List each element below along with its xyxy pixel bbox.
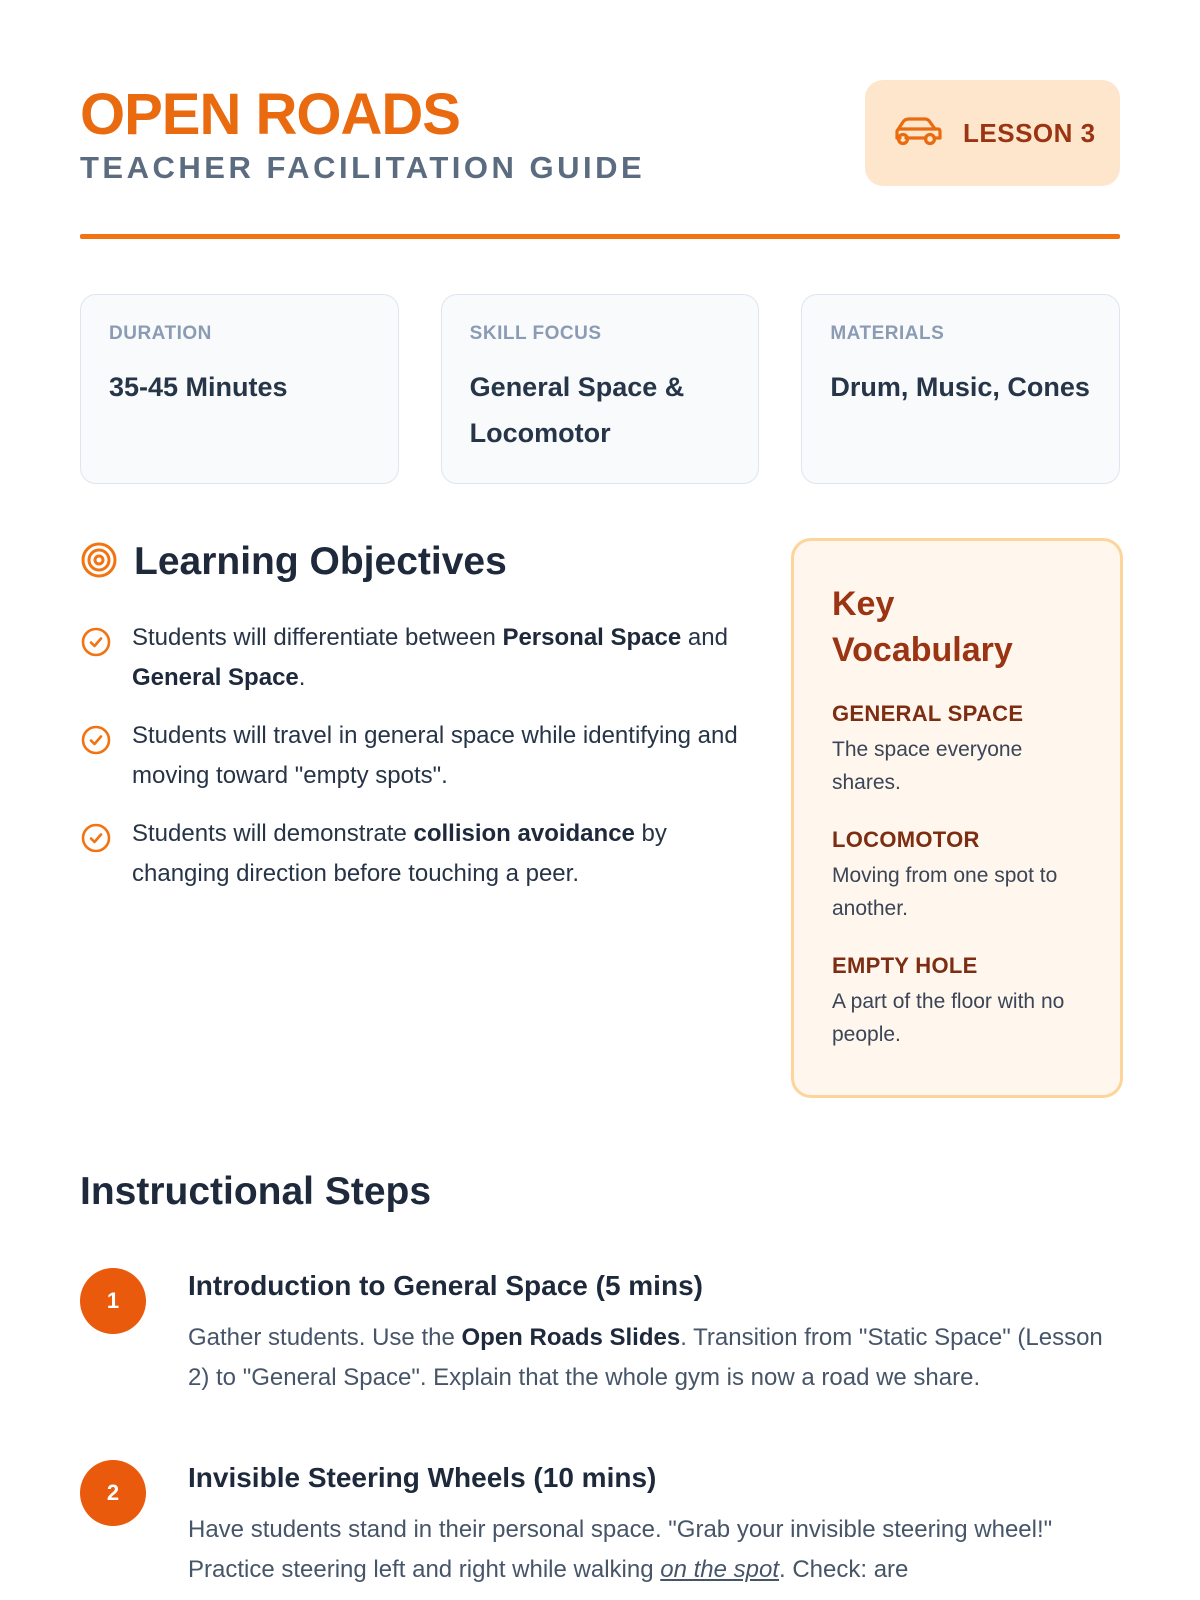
meta-value: Drum, Music, Cones bbox=[830, 372, 1090, 402]
meta-card-materials bbox=[801, 294, 1120, 484]
check-circle-icon bbox=[80, 618, 112, 662]
lesson-badge bbox=[865, 80, 1120, 186]
objective-text: Students will travel in general space while identifying and moving toward "empty spots". bbox=[132, 722, 738, 789]
header bbox=[80, 80, 1120, 240]
step-body: Gather students. Use the Open Roads Slides. Transition from "Static Space" (Lesson 2) to "General Space". Explain that the whole gym is now a road we share. bbox=[188, 1324, 1103, 1391]
vocabulary-term: GENERAL SPACE bbox=[832, 701, 1024, 726]
meta-label: SKILL FOCUS bbox=[469, 323, 602, 344]
vocabulary-term: EMPTY HOLE bbox=[832, 953, 978, 978]
meta-label: DURATION bbox=[109, 323, 212, 344]
step-title: Introduction to General Space (5 mins) bbox=[188, 1270, 703, 1301]
objectives-heading bbox=[80, 540, 740, 584]
check-circle-icon bbox=[80, 716, 112, 760]
key-vocabulary-card bbox=[791, 538, 1123, 1098]
meta-card-duration bbox=[80, 294, 399, 484]
instructional-steps bbox=[80, 1170, 1120, 1590]
check-circle-icon bbox=[80, 814, 112, 858]
lesson-label: LESSON 3 bbox=[963, 117, 1096, 148]
vocabulary-term: LOCOMOTOR bbox=[832, 827, 980, 852]
step-item bbox=[80, 1268, 1120, 1398]
objective-text: Students will demonstrate collision avoidance by changing direction before touching a peer. bbox=[132, 820, 667, 887]
learning-objectives bbox=[80, 540, 740, 912]
meta-value: 35-45 Minutes bbox=[109, 372, 288, 402]
vocabulary-definition: A part of the floor with no people. bbox=[832, 990, 1065, 1046]
objective-item bbox=[80, 716, 740, 796]
vocabulary-title: Key Vocabulary bbox=[832, 585, 1013, 669]
step-number-badge: 1 bbox=[80, 1268, 146, 1334]
objectives-title: Learning Objectives bbox=[134, 540, 507, 583]
target-icon bbox=[80, 541, 118, 583]
vocabulary-definition: The space everyone shares. bbox=[832, 738, 1023, 794]
meta-label: MATERIALS bbox=[830, 323, 945, 344]
page-title: OPEN ROADS bbox=[80, 82, 460, 147]
step-body: Have students stand in their personal space. "Grab your invisible steering wheel!" Practice steering left and right while walking on the spot. Check: are bbox=[188, 1516, 1053, 1583]
lesson-meta bbox=[80, 294, 1120, 484]
step-item bbox=[80, 1460, 1120, 1590]
objective-text: Students will differentiate between Personal Space and General Space. bbox=[132, 624, 728, 691]
objective-item bbox=[80, 814, 740, 894]
car-icon bbox=[893, 114, 943, 152]
step-title: Invisible Steering Wheels (10 mins) bbox=[188, 1462, 657, 1493]
step-number-badge: 2 bbox=[80, 1460, 146, 1526]
objective-item bbox=[80, 618, 740, 698]
header-divider bbox=[80, 234, 1120, 239]
meta-value: General Space & Locomotor bbox=[469, 372, 685, 448]
objectives-list bbox=[80, 618, 740, 894]
steps-title: Instructional Steps bbox=[80, 1170, 432, 1213]
vocabulary-definition: Moving from one spot to another. bbox=[832, 864, 1058, 920]
meta-card-skill-focus bbox=[441, 294, 760, 484]
page-subtitle: TEACHER FACILITATION GUIDE bbox=[80, 150, 646, 185]
